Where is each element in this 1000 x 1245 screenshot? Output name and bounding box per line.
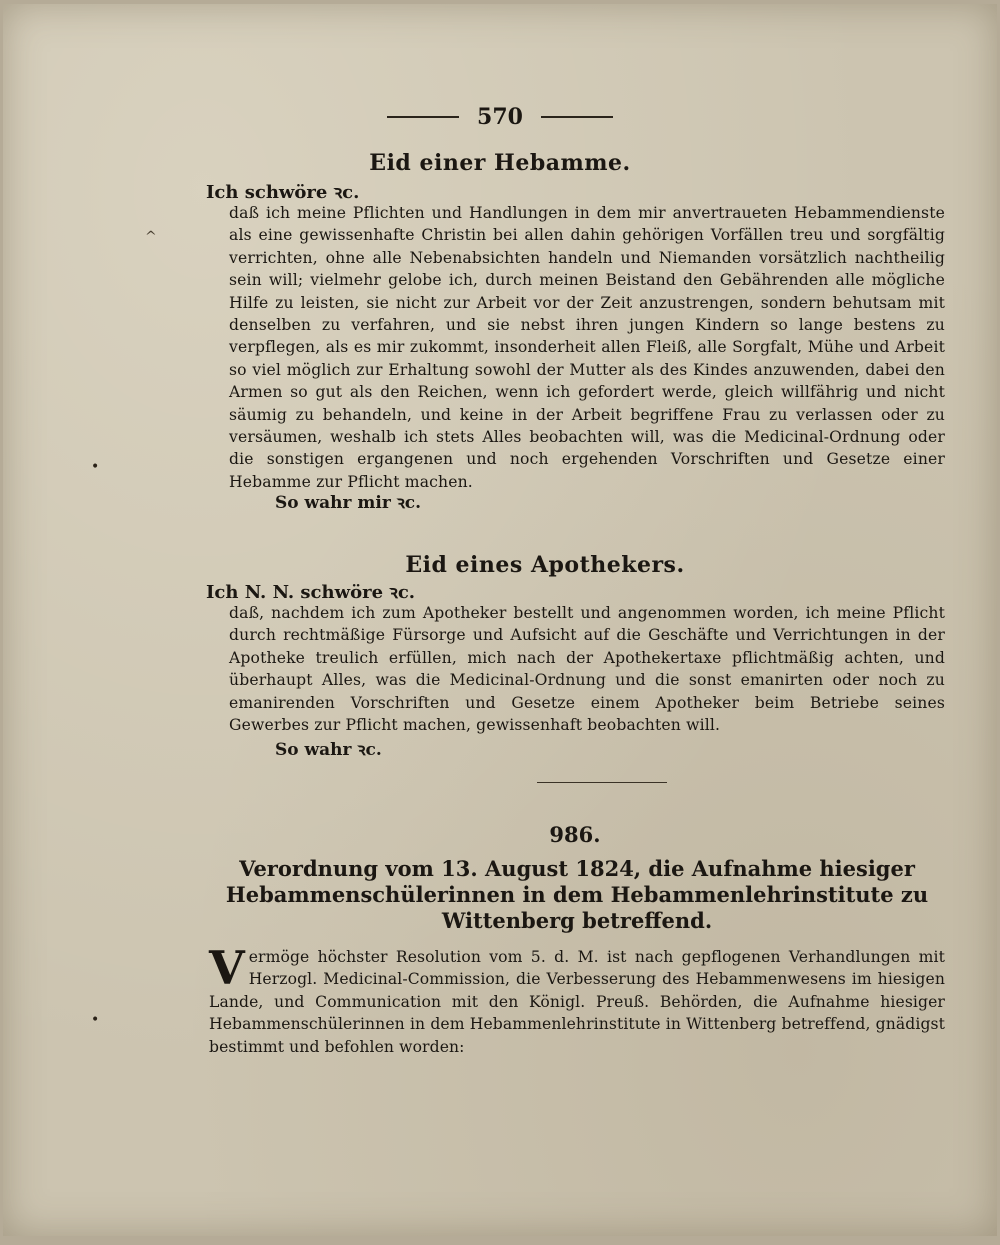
oath-body-apothecary: daß, nachdem ich zum Apotheker bestellt und angenommen worden, ich meine Pflicht durch rechtmäßige Fürsorge und Aufsicht auf die Geschäfte und Verrichtungen in der Apotheke treulich erfüllen, mich nach der Apothekertaxe pflichtmäßig achten, und überhaupt Alles, was die Medicinal-Ordnung und die sonst emanirten oder noch zu emanirenden Vorschriften und Gesetze einem Apotheker beim Betriebe seines Gewerbes zur Pflicht machen, gewissenhaft beobachten will.	[229, 604, 945, 735]
ordinance-text: ermöge höchster Resolution vom 5. d. M. ist nach gepflogenen Verhandlungen mit Herzogl. Medicinal-Commission, die Verbesserung des Hebammenwesens im hiesigen Lande, und Communication mit den Königl. Preuß. Behörden, die Aufnahme hiesiger Hebammenschülerinnen in dem Hebammenlehrinstitute in Wittenberg betreffend, gnädigst bestimmt und befohlen worden:	[209, 948, 945, 1056]
drop-cap: V	[209, 941, 245, 995]
section-separator	[537, 782, 667, 783]
oath-closing-apothecary: So wahr ꝛc.	[275, 740, 382, 760]
ordinance-body	[209, 941, 945, 1058]
header-rule-left	[387, 116, 459, 118]
oath-body-midwife: daß ich meine Pflichten und Handlungen in dem mir anvertraueten Hebammendienste als eine gewissenhafte Christin bei allen dahin gehörigen Vorfällen treu und sorgfältig verrichten, ohne alle Nebenabsichten handeln und Niemanden vorsätzlich nachtheilig sein will; vielmehr gelobe ich, durch meinen Beistand den Gebährenden alle mögliche Hilfe zu leisten, sie nicht zur Arbeit vor der Zeit anzustrengen, sondern behutsam mit denselben zu verfahren, und sie nebst ihren jungen Kindern so lange bestens zu verpflegen, als es mir zukommt, insonderheit allen Fleiß, alle Sorgfalt, Mühe und Arbeit so viel möglich zur Erhaltung sowohl der Mutter als des Kindes anzuwenden, dabei den Armen so gut als den Reichen, wenn ich gefordert werde, gleich willfährig und nicht säumig zu behandeln, und keine in der Arbeit begriffene Frau zu verlassen oder zu versäumen, weshalb ich stets Alles beobachten will, was die Medicinal-Ordnung oder die sonstigen ergangenen und noch ergehenden Vorschriften und Gesetze einer Hebamme zur Pflicht machen.	[229, 204, 945, 491]
ordinance-title: Verordnung vom 13. August 1824, die Aufnahme hiesiger Hebammenschülerinnen in dem Hebammenlehrinstitute zu Wittenberg betreffend.	[225, 856, 929, 933]
ink-spot-icon: •	[91, 459, 100, 475]
oath-salutation-midwife: Ich schwöre ꝛc.	[206, 182, 360, 203]
book-page	[3, 4, 997, 1236]
page-number: 570	[477, 104, 523, 130]
section-heading-midwife: Eid einer Hebamme.	[369, 150, 631, 176]
ordinance-number: 986.	[549, 822, 601, 847]
page-header	[3, 104, 997, 130]
oath-closing-midwife: So wahr mir ꝛc.	[275, 493, 422, 513]
ink-spot-icon: •	[91, 1012, 100, 1028]
margin-mark-icon: ^	[145, 229, 157, 245]
header-rule-right	[541, 116, 613, 118]
oath-salutation-apothecary: Ich N. N. schwöre ꝛc.	[206, 582, 416, 603]
section-heading-apothecary: Eid eines Apothekers.	[405, 552, 685, 578]
